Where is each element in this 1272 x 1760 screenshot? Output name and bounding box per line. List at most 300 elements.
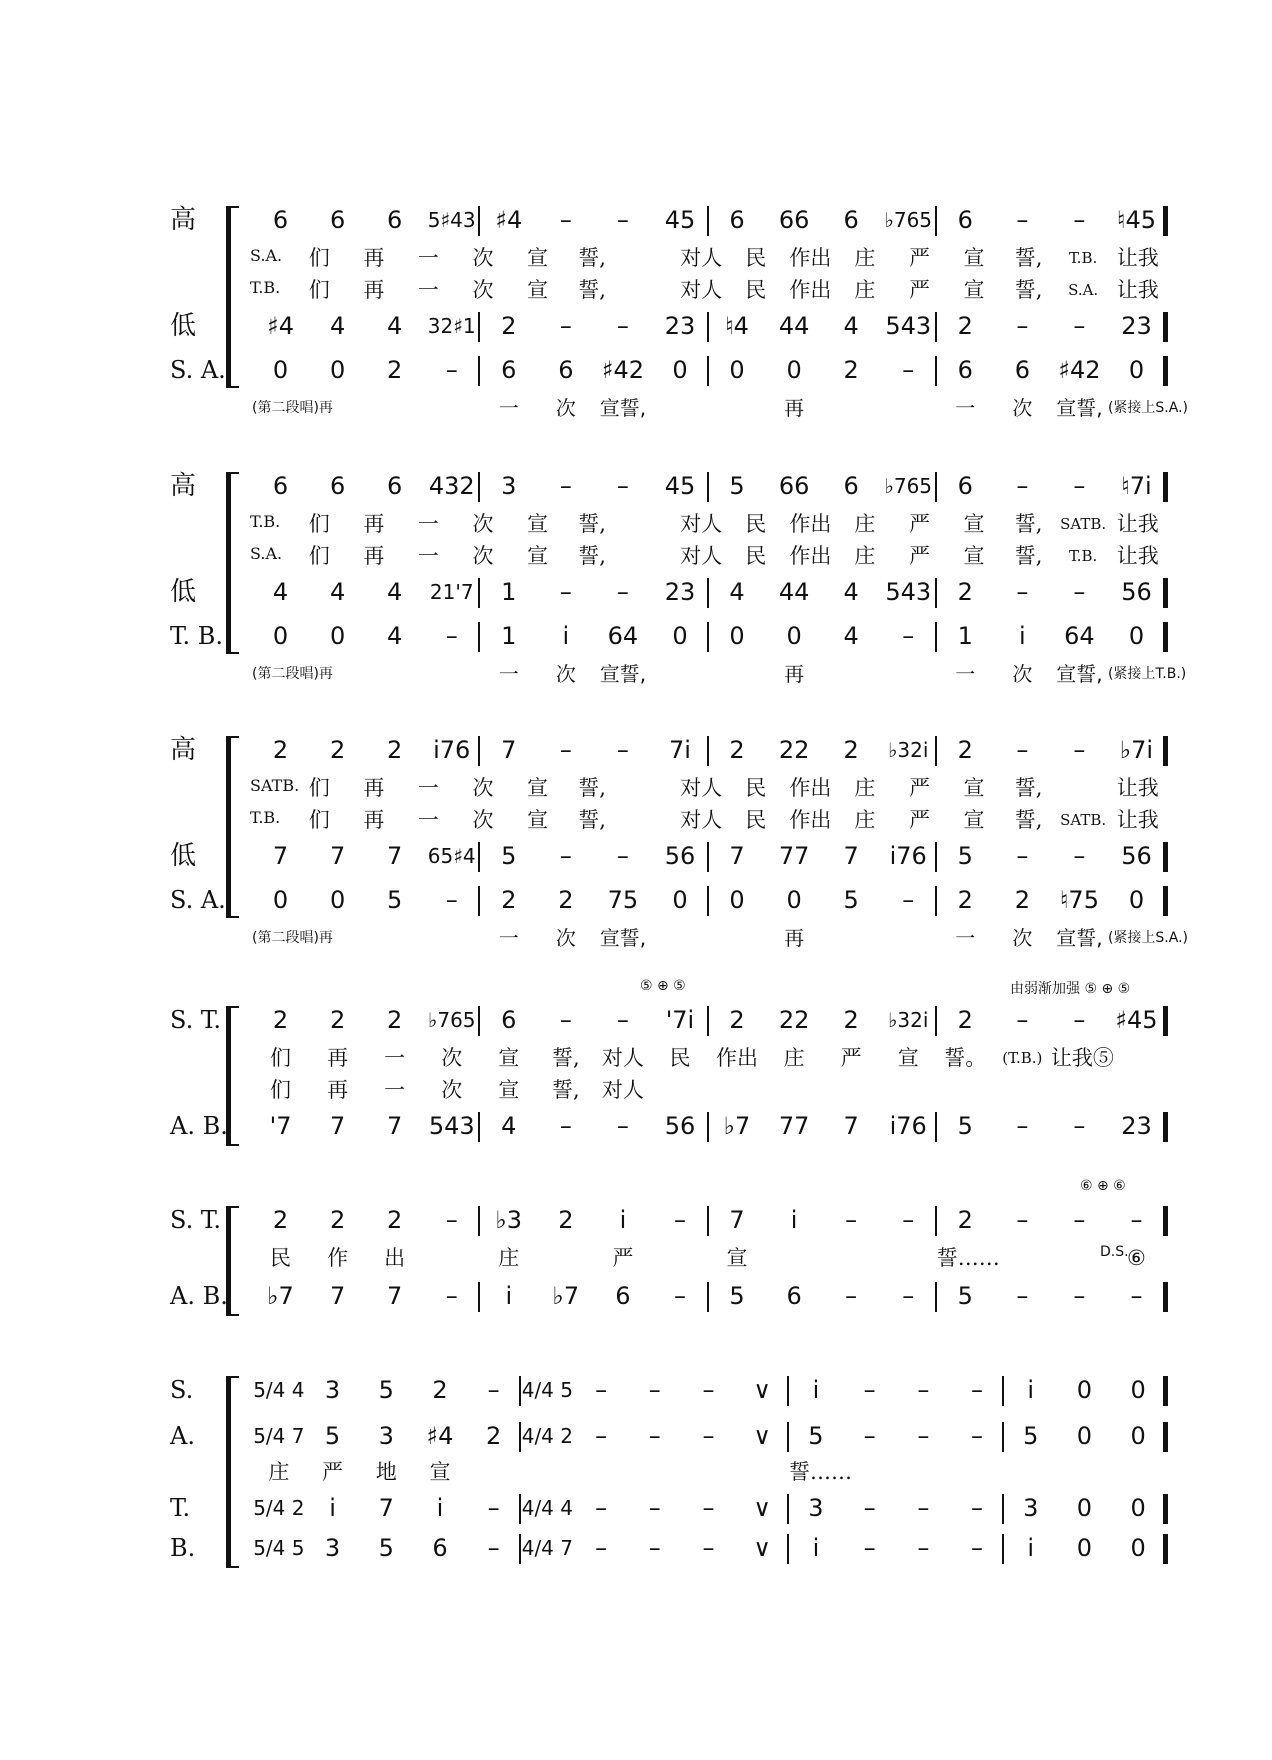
note: 22 [778, 736, 810, 764]
lyric-syllable: 誓, [1014, 776, 1043, 800]
note: 45 [664, 472, 696, 500]
note: – [1016, 736, 1029, 764]
part-prefix: S.A. [250, 544, 283, 563]
lyric-syllable: 让我 [1116, 544, 1159, 568]
bar-line [1163, 1282, 1168, 1312]
voice-line [0, 200, 1272, 240]
lyric-syllable: 宣 [726, 1246, 748, 1270]
lyric-syllable: 作出 [789, 512, 832, 536]
lyric-syllable: 民 [745, 808, 767, 832]
note: – [1073, 206, 1086, 234]
lyric-syllable: 宣 [963, 246, 985, 270]
voice-line [0, 836, 1272, 876]
note: i [619, 1206, 627, 1234]
bar-line [1163, 622, 1168, 652]
bar-line [478, 622, 480, 652]
note: 44 [778, 578, 810, 606]
note: 0 [1128, 622, 1145, 650]
note: – [559, 472, 572, 500]
note: 543 [885, 312, 932, 340]
note: – [616, 1112, 629, 1140]
bar-line [935, 1112, 937, 1142]
lyric-syllable: 宣 [527, 512, 549, 536]
remark-text: 次 [1012, 926, 1033, 950]
note: 23 [664, 312, 696, 340]
note: 4 [329, 578, 346, 606]
bar-line [787, 1422, 789, 1452]
lyric-syllable: 们 [270, 1078, 292, 1102]
lyric-syllable: 作出 [789, 544, 832, 568]
voice-label: 高 [170, 205, 197, 235]
note: 6 [843, 206, 859, 234]
voice-line [0, 1528, 1272, 1568]
note: 3 [378, 1422, 394, 1450]
note: 5 [808, 1422, 824, 1450]
remark-line [0, 654, 1272, 694]
note: 2 [957, 886, 973, 914]
lyric-syllable: 庄 [854, 808, 876, 832]
lyric-syllable: 对人 [680, 246, 723, 270]
bar-line [707, 1112, 709, 1142]
remark-text: 次 [1012, 396, 1033, 420]
remark-text: (紧接上T.B.) [1107, 666, 1187, 682]
bar-line [707, 312, 709, 342]
note: – [702, 1494, 715, 1522]
bar-line [478, 886, 480, 916]
voice-line [0, 880, 1272, 920]
voice-line [0, 1000, 1272, 1040]
voice-line [0, 572, 1272, 612]
note: ♯42 [1058, 356, 1101, 384]
lyric-syllable: 一 [417, 512, 439, 536]
note: 66 [778, 206, 810, 234]
note: 2 [957, 312, 973, 340]
voice-label: B. [170, 1534, 196, 1562]
voice-line [0, 306, 1272, 346]
lyric-syllable: 誓, [578, 776, 606, 800]
note: 4 [387, 578, 403, 606]
bar-line [478, 1206, 480, 1236]
note: 4 [329, 312, 346, 340]
lyric-syllable: 宣 [963, 808, 985, 832]
note: 2 [387, 1206, 403, 1234]
note: 4 [729, 578, 745, 606]
bar-line [935, 472, 937, 502]
remark-text: 再 [784, 926, 805, 950]
note: 65♯4 [427, 844, 476, 868]
note: ∨ [753, 1534, 771, 1562]
lyric-syllable: SATB. [1060, 811, 1107, 829]
note: 0 [272, 886, 289, 914]
note: 6 [786, 1282, 802, 1310]
lyric-syllable: 严 [612, 1246, 634, 1270]
note: 2 [843, 356, 859, 384]
lyric-syllable: 严 [908, 246, 930, 270]
bar-line [787, 1534, 789, 1564]
note: 3 [1023, 1494, 1039, 1522]
bar-line [1163, 736, 1168, 766]
note: 7 [387, 842, 403, 870]
remark-line [0, 918, 1272, 958]
remark-text: 宣誓, [1056, 396, 1103, 420]
note: – [1073, 1282, 1086, 1310]
bar-line [935, 1282, 937, 1312]
lyric-syllable: 宣 [498, 1046, 520, 1070]
bar-line [1163, 1422, 1168, 1452]
lyric-syllable: 严 [908, 776, 930, 800]
bar-line [1163, 1112, 1168, 1142]
lyric-syllable: 一 [417, 246, 439, 270]
note: 2 [729, 1006, 745, 1034]
remark-text: (紧接上S.A.) [1107, 400, 1188, 416]
note: 5 [729, 1282, 745, 1310]
bar-line [707, 1206, 709, 1236]
note: 2 [501, 312, 517, 340]
note: – [1016, 312, 1029, 340]
note: i [812, 1534, 820, 1562]
voice-label: T. [170, 1494, 191, 1522]
note: 77 [778, 1112, 810, 1140]
note: – [1016, 472, 1029, 500]
note: ♮75 [1059, 886, 1099, 914]
note: ∨ [753, 1422, 771, 1450]
voice-label: T. B. [170, 622, 224, 650]
lyric-syllable: 对人 [601, 1078, 644, 1102]
note: – [1016, 842, 1029, 870]
note: 0 [1128, 356, 1145, 384]
note: 44 [778, 312, 810, 340]
lyric-syllable: 誓, [1014, 278, 1043, 302]
note: 5 [387, 886, 403, 914]
note: – [971, 1422, 984, 1450]
note: 2 [1014, 886, 1030, 914]
note: – [1073, 1206, 1086, 1234]
note: 2 [329, 1206, 346, 1234]
lyric-syllable: 再 [327, 1078, 349, 1102]
note: 2 [843, 1006, 859, 1034]
note: – [702, 1422, 715, 1450]
note: ♭7 [552, 1282, 580, 1310]
note: 0 [1130, 1494, 1146, 1522]
lyric-syllable: 一 [417, 544, 439, 568]
lyric-syllable: 次 [472, 512, 494, 536]
voice-label: S. A. [170, 886, 226, 914]
lyric-syllable: 次 [472, 808, 494, 832]
note: 4 [843, 578, 859, 606]
note: ♭32i [887, 738, 929, 762]
note: 6 [501, 1006, 517, 1034]
note: – [1130, 1206, 1143, 1234]
lyric-syllable: 一 [417, 776, 439, 800]
lyric-syllable: 对人 [680, 278, 723, 302]
bar-line [935, 312, 937, 342]
note: – [445, 1206, 458, 1234]
note: 0 [729, 622, 745, 650]
note: 7 [387, 1282, 403, 1310]
note: 21'7 [429, 580, 474, 604]
note: i [812, 1376, 820, 1404]
bar-line [519, 1422, 521, 1452]
note: 6 [272, 472, 289, 500]
lyric-syllable: 誓, [578, 512, 606, 536]
note: – [971, 1376, 984, 1404]
note: – [1016, 1206, 1029, 1234]
lyric-line [0, 270, 1272, 310]
note: – [1073, 472, 1086, 500]
note: 5 [957, 1112, 973, 1140]
note: 4 [387, 312, 403, 340]
lyric-syllable: 一 [417, 278, 439, 302]
bar-line [478, 472, 480, 502]
lyric-syllable: 严 [908, 512, 930, 536]
bar-line [1163, 1494, 1168, 1524]
lyric-syllable: 誓, [578, 278, 606, 302]
bar-line [935, 842, 937, 872]
note: 32♯1 [427, 314, 476, 338]
note: 0 [1130, 1422, 1146, 1450]
note: 6 [501, 356, 517, 384]
lyric-syllable: 誓, [552, 1078, 580, 1102]
note: – [616, 578, 629, 606]
note: 6 [1014, 356, 1030, 384]
bar-line [935, 1206, 937, 1236]
note: 6 [615, 1282, 631, 1310]
lyric-syllable: 宣 [527, 278, 549, 302]
note: 77 [778, 842, 810, 870]
lyric-syllable: 誓, [1014, 544, 1043, 568]
note: 0 [1130, 1534, 1146, 1562]
voice-line [0, 1416, 1272, 1456]
lyric-line [0, 1070, 1272, 1110]
bar-line [1163, 472, 1168, 502]
note: 6 [387, 472, 403, 500]
lyric-line [0, 1452, 1272, 1492]
note: – [648, 1534, 661, 1562]
lyric-syllable: 誓。 [944, 1046, 987, 1070]
note: 5 [324, 1422, 341, 1450]
lyric-line [0, 1238, 1272, 1278]
note: 2 [957, 1006, 973, 1034]
note: 0 [272, 356, 289, 384]
note: 7 [329, 1112, 346, 1140]
remark-text: (第二段唱)再 [252, 666, 333, 682]
note: 0 [1076, 1376, 1093, 1404]
note: 0 [329, 356, 346, 384]
lyric-syllable: 严 [908, 808, 930, 832]
note: 4 [272, 578, 289, 606]
note: 6 [387, 206, 403, 234]
score-mark: ⑤ ⊕ ⑤ [640, 978, 686, 994]
note: 75 [607, 886, 639, 914]
note: 2 [558, 886, 574, 914]
lyric-syllable: 宣 [498, 1078, 520, 1102]
lyric-syllable: 让我 [1116, 278, 1159, 302]
remark-text: 一 [955, 662, 976, 686]
voice-label: S. T. [170, 1206, 221, 1234]
note: ♯4 [426, 1422, 454, 1450]
note: 0 [786, 886, 802, 914]
note: 56 [1121, 842, 1152, 870]
bar-line [1163, 842, 1168, 872]
lyric-syllable: 再 [363, 808, 385, 832]
voice-label: A. [170, 1422, 195, 1450]
lyric-syllable: 让我 [1116, 776, 1159, 800]
lyric-syllable: 再 [363, 512, 385, 536]
bar-line [1163, 356, 1168, 386]
lyric-syllable: 誓, [1014, 246, 1043, 270]
note: 0 [672, 356, 688, 384]
note: 7 [501, 736, 517, 764]
note: 7 [729, 1206, 745, 1234]
note: 5/4 5 [253, 1536, 305, 1560]
note: 0 [1076, 1494, 1093, 1522]
note: 1 [957, 622, 973, 650]
note: – [616, 1006, 629, 1034]
lyric-syllable: 们 [270, 1046, 292, 1070]
note: 5/4 4 [253, 1378, 305, 1402]
lyric-syllable: 宣 [429, 1460, 451, 1484]
note: i76 [889, 842, 927, 870]
note: 0 [1076, 1534, 1093, 1562]
note: – [673, 1282, 686, 1310]
remark-text: 宣誓, [599, 926, 647, 950]
remark-text: 再 [784, 662, 805, 686]
note: – [595, 1376, 608, 1404]
lyric-syllable: 们 [308, 776, 330, 800]
bar-line [478, 1282, 480, 1312]
note: – [616, 312, 629, 340]
bar-line [707, 1282, 709, 1312]
lyric-syllable: 让我 [1116, 512, 1159, 536]
note: ♭7i [1119, 736, 1154, 764]
note: – [616, 472, 629, 500]
lyric-line [0, 800, 1272, 840]
lyric-syllable: 宣 [963, 776, 985, 800]
lyric-syllable: SATB. [1060, 515, 1107, 533]
lyric-syllable: 誓…… [789, 1460, 853, 1484]
note: 3 [324, 1376, 341, 1404]
lyric-syllable: 们 [308, 808, 330, 832]
bar-line [478, 736, 480, 766]
note: 4/4 7 [521, 1536, 573, 1560]
note: 6 [957, 206, 973, 234]
note: – [487, 1376, 500, 1404]
note: 2 [272, 1206, 289, 1234]
lyric-syllable: 严 [840, 1046, 862, 1070]
lyric-syllable: 誓, [578, 808, 606, 832]
note: – [902, 886, 915, 914]
lyric-syllable: S.A. [1068, 281, 1099, 299]
lyric-syllable: 次 [472, 246, 494, 270]
note: 56 [664, 1112, 696, 1140]
note: – [845, 1206, 858, 1234]
note: 0 [729, 356, 745, 384]
bar-line [935, 736, 937, 766]
bar-line [1163, 1006, 1168, 1036]
bar-line [707, 1006, 709, 1036]
remark-text: 次 [555, 396, 576, 420]
note: ♯4 [267, 312, 294, 340]
note: 23 [664, 578, 696, 606]
note: – [863, 1376, 876, 1404]
note: 23 [1121, 312, 1152, 340]
note: – [648, 1376, 661, 1404]
lyric-syllable: 誓, [578, 246, 606, 270]
note: – [559, 206, 572, 234]
lyric-syllable: 们 [308, 278, 330, 302]
lyric-syllable: 作出 [789, 808, 832, 832]
remark-text: 一 [955, 926, 976, 950]
note: – [595, 1534, 608, 1562]
note: i [1027, 1376, 1035, 1404]
part-prefix: T.B. [250, 808, 281, 827]
note: 0 [1130, 1376, 1146, 1404]
note: 45 [664, 206, 696, 234]
bar-line [1163, 1206, 1168, 1236]
note: 4 [843, 622, 859, 650]
lyric-syllable: 民 [745, 278, 767, 302]
note: 0 [672, 886, 688, 914]
note: 64 [607, 622, 639, 650]
note: 2 [957, 578, 973, 606]
lyric-syllable: 民 [745, 776, 767, 800]
note: – [445, 1282, 458, 1310]
note: 7i [669, 736, 691, 764]
lyric-syllable: 誓…… [936, 1246, 1000, 1270]
note: – [863, 1494, 876, 1522]
note: 543 [885, 578, 932, 606]
note: 6 [843, 472, 859, 500]
lyric-syllable: 誓, [1014, 512, 1043, 536]
lyric-syllable: 庄 [854, 278, 876, 302]
note: – [595, 1494, 608, 1522]
voice-line [0, 466, 1272, 506]
note: 5 [957, 842, 973, 870]
note: – [1073, 842, 1086, 870]
part-prefix: SATB. [250, 776, 300, 795]
lyric-syllable: 让我⑤ [1050, 1046, 1114, 1070]
lyric-syllable: 作出 [716, 1046, 759, 1070]
note: – [1130, 1282, 1143, 1310]
note: i76 [433, 736, 471, 764]
lyric-syllable: 次 [441, 1078, 463, 1102]
bar-line [1002, 1534, 1004, 1564]
lyric-syllable: 宣 [527, 808, 549, 832]
lyric-syllable: 让我 [1116, 808, 1159, 832]
note: – [559, 312, 572, 340]
note: 2 [329, 736, 346, 764]
lyric-syllable: 庄 [854, 776, 876, 800]
lyric-syllable: 庄 [854, 246, 876, 270]
note: i [436, 1494, 444, 1522]
bar-line [787, 1376, 789, 1406]
bar-line [1002, 1494, 1004, 1524]
voice-label: S. A. [170, 356, 226, 384]
note: – [559, 736, 572, 764]
lyric-syllable: 严 [908, 544, 930, 568]
bar-line [478, 1112, 480, 1142]
bar-line [1002, 1422, 1004, 1452]
lyric-syllable: 作 [327, 1246, 349, 1270]
remark-text: 次 [555, 926, 576, 950]
voice-line [0, 1488, 1272, 1528]
remark-text: 一 [955, 396, 976, 420]
note: 2 [729, 736, 745, 764]
note: – [902, 622, 915, 650]
note: 0 [672, 622, 688, 650]
note: 6 [329, 206, 346, 234]
lyric-syllable: 对人 [680, 512, 723, 536]
